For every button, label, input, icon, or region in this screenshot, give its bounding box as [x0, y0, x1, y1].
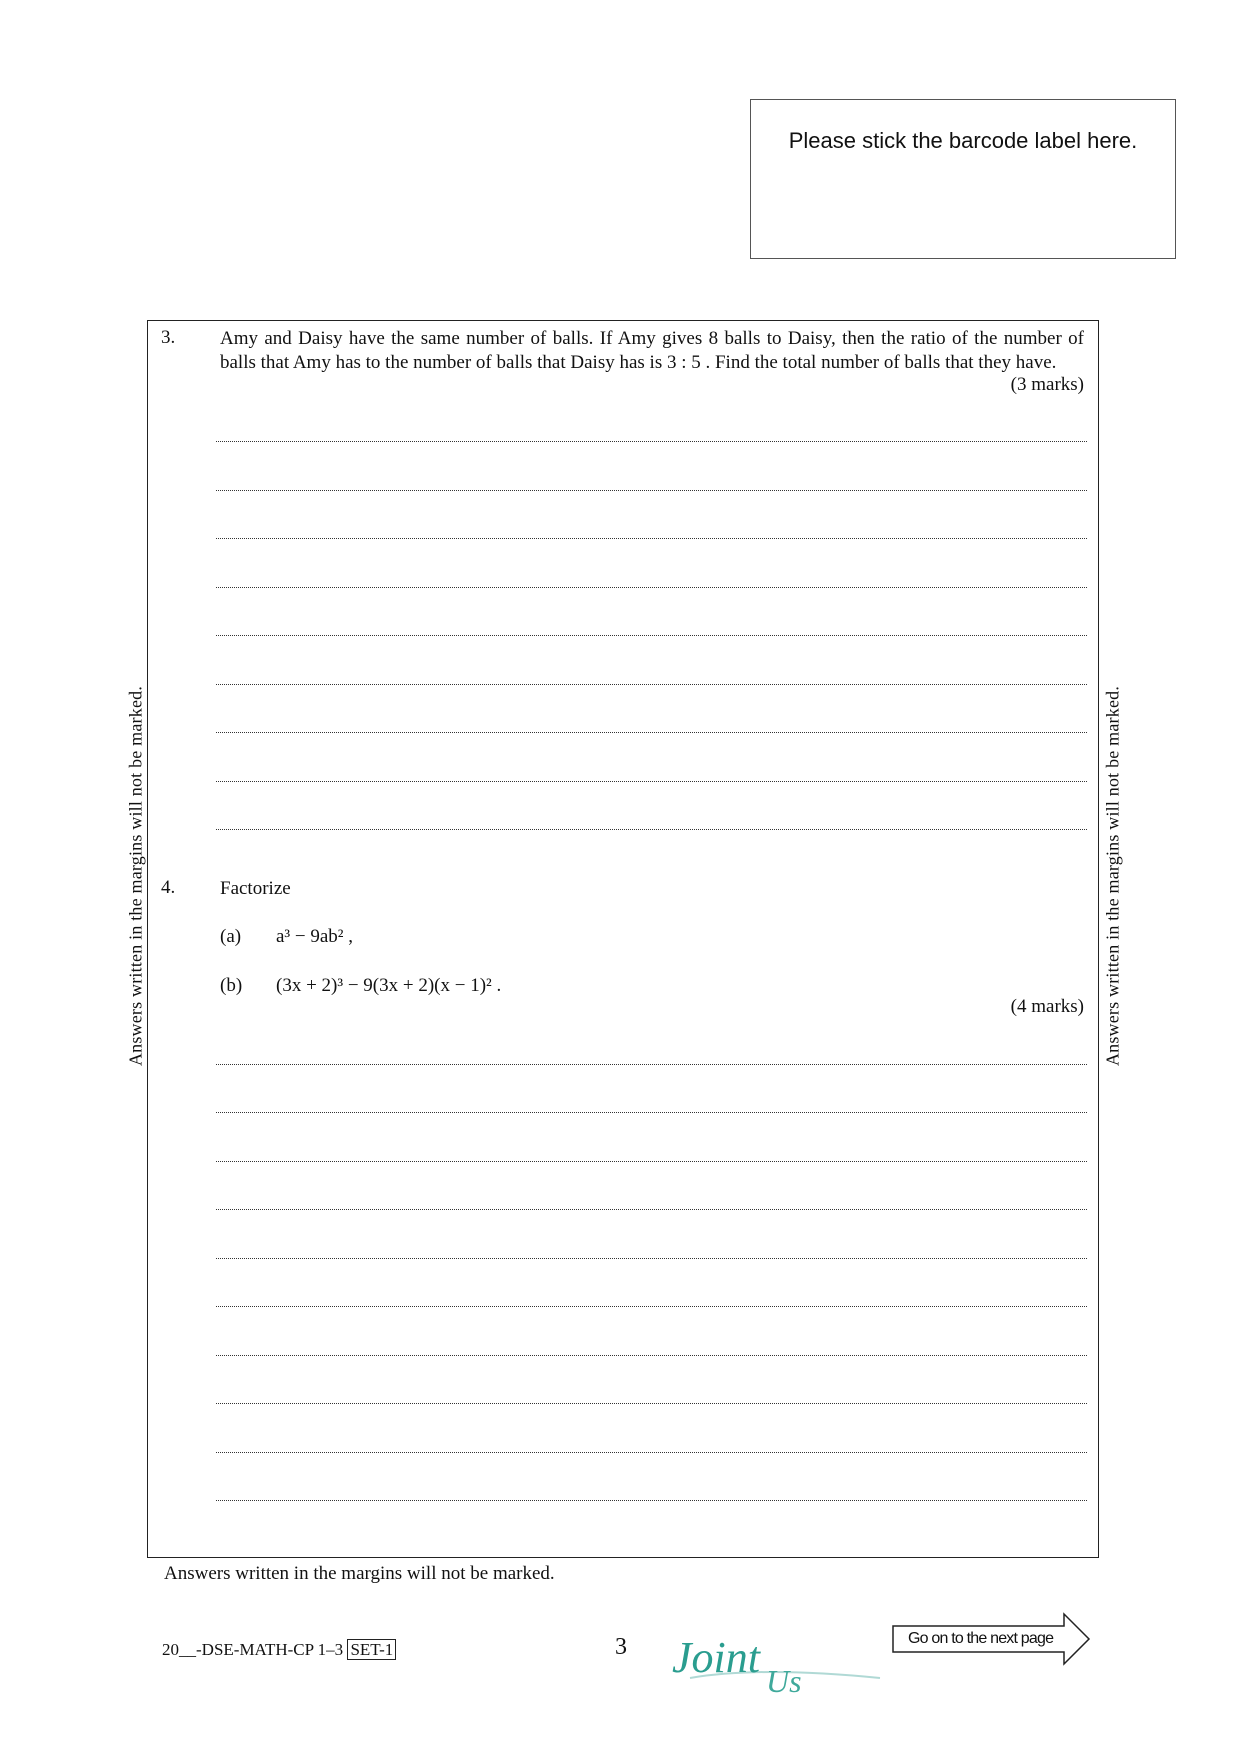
svg-text:Joint: Joint — [672, 1633, 760, 1682]
bottom-margin-note: Answers written in the margins will not be marked. — [164, 1563, 555, 1584]
answer-line[interactable] — [216, 1500, 1087, 1501]
answer-line[interactable] — [216, 635, 1087, 636]
set-badge: SET-1 — [347, 1639, 396, 1660]
question-4-part-b-label: (b) — [220, 975, 243, 996]
left-margin-note: Answers written in the margins will not be marked. — [125, 685, 146, 1067]
answer-line[interactable] — [216, 490, 1087, 491]
answer-line[interactable] — [216, 1355, 1087, 1356]
answer-line[interactable] — [216, 684, 1087, 685]
next-page-label: Go on to the next page — [908, 1630, 1054, 1647]
answer-line[interactable] — [216, 1306, 1087, 1307]
barcode-instruction: Please stick the barcode label here. — [788, 128, 1138, 153]
joint-us-logo — [670, 1628, 890, 1696]
answer-line[interactable] — [216, 538, 1087, 539]
question-3-text: Amy and Daisy have the same number of balls. If Amy gives 8 balls to Daisy, then the ratio of the number of balls that Amy has to the number of balls that Daisy has is 3 : 5 . Find the total number of balls that they have. — [220, 328, 1084, 373]
question-4-marks: (4 marks) — [1010, 996, 1084, 1017]
answer-line[interactable] — [216, 1403, 1087, 1404]
question-4-text: Factorize — [220, 878, 291, 899]
svg-text:Us: Us — [766, 1663, 802, 1696]
answer-line[interactable] — [216, 732, 1087, 733]
answer-line[interactable] — [216, 1112, 1087, 1113]
paper-code-text: 20__-DSE-MATH-CP 1–3 — [162, 1640, 344, 1659]
answer-line[interactable] — [216, 1209, 1087, 1210]
right-margin-note: Answers written in the margins will not be marked. — [1102, 685, 1123, 1067]
question-4-part-a-expression: a³ − 9ab² , — [276, 926, 353, 947]
answer-line[interactable] — [216, 587, 1087, 588]
answer-line[interactable] — [216, 1161, 1087, 1162]
question-4-number: 4. — [161, 877, 176, 898]
question-4-part-b-expression: (3x + 2)³ − 9(3x + 2)(x − 1)² . — [276, 975, 502, 996]
answer-line[interactable] — [216, 1452, 1087, 1453]
answer-line[interactable] — [216, 441, 1087, 442]
paper-code — [162, 1640, 396, 1660]
answer-line[interactable] — [216, 781, 1087, 782]
answer-line[interactable] — [216, 1258, 1087, 1259]
answer-line[interactable] — [216, 1064, 1087, 1065]
answer-line[interactable] — [216, 829, 1087, 830]
barcode-label-box — [750, 99, 1176, 259]
question-3-number: 3. — [161, 327, 176, 348]
question-4-part-a-label: (a) — [220, 926, 242, 947]
page-number: 3 — [615, 1634, 627, 1660]
question-3-marks: (3 marks) — [1010, 374, 1084, 395]
